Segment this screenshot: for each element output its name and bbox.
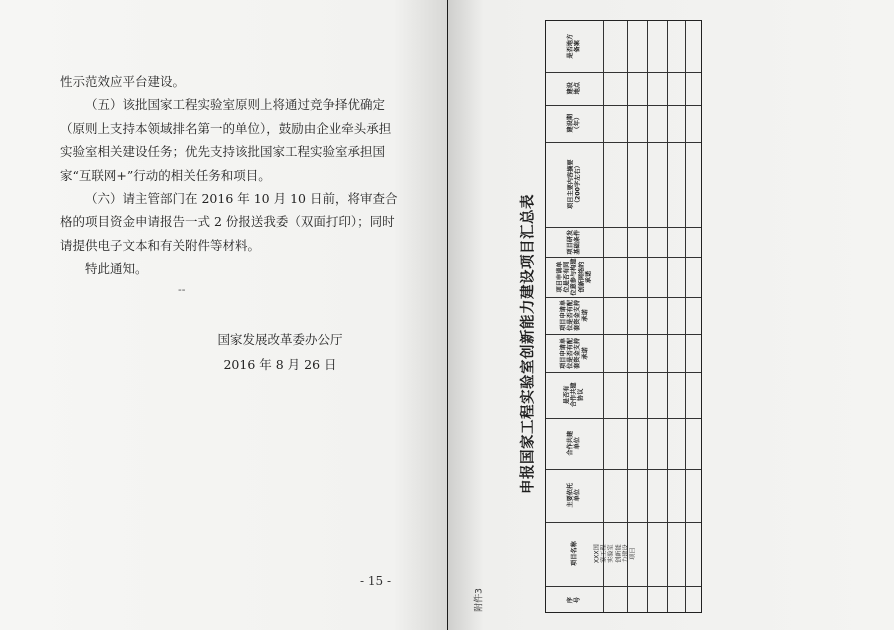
notice-body — [60, 70, 400, 281]
table-header-cell — [546, 105, 603, 142]
table-row-divider — [685, 21, 686, 612]
table-header-cell — [546, 297, 603, 334]
table-header-text: 项目研发 基础条件 — [567, 229, 582, 255]
table-row-divider — [647, 21, 648, 612]
table-header-text: 建设 地点 — [567, 82, 582, 95]
table-header-text: 是否有 合作共建 协议 — [563, 382, 586, 408]
table-header-cell — [546, 418, 603, 469]
table-header-cell — [546, 21, 603, 72]
annex-label: 附件3 — [474, 588, 485, 612]
table-header-text: 序 号 — [567, 596, 582, 604]
paragraph-item-5: （五）该批国家工程实验室原则上将通过竞争择优确定（原则上支持本领域排名第一的单位），鼓励由企业牵头承担实验室相关建设任务；优先支持该批国家工程实验室承担国家“互联网+”行动的相关任务和项目。 — [60, 97, 392, 183]
table-header-text: 建设期 （年） — [567, 114, 582, 133]
summary-table — [545, 20, 702, 613]
table-header-cell — [546, 469, 603, 522]
signature-org: 国家发展改革委办公厅 — [217, 332, 343, 347]
page-number: - 15 - — [360, 574, 392, 588]
table-header-cell — [546, 586, 603, 614]
table-header-text: 主要依托 单位 — [567, 483, 582, 508]
table-header-text: 是否地方 备案 — [567, 34, 582, 59]
table-row-divider — [667, 21, 668, 612]
table-header-text: 项目主要内容摘要 （200字左右） — [567, 159, 582, 210]
paragraph-continuation: 性示范效应平台建设。 — [60, 74, 186, 89]
table-header-text: 项目申请单 位是否有配 套资金支持 承诺 — [560, 337, 589, 369]
table-header-cell — [546, 257, 603, 297]
separator-mark: -- — [178, 283, 186, 296]
paragraph-item-6: （六）请主管部门在 2016 年 10 月 10 日前，将审查合格的项目资金申请报告一式 2 份报送我委（双面打印）；同时请提供电子文本和有关附件等材料。 — [60, 191, 398, 253]
paragraph-closing: 特此通知。 — [85, 261, 148, 277]
table-header-text: 合作共建 单位 — [567, 431, 582, 456]
table-header-text: 项目名称 — [570, 541, 578, 567]
table-header-cell — [546, 142, 603, 227]
signature-block — [180, 327, 380, 377]
table-row-divider — [627, 21, 628, 612]
signature-date: 2016 年 8 月 26 日 — [223, 357, 337, 372]
table-header-cell — [546, 334, 603, 372]
table-cell-project-name — [593, 522, 637, 586]
table-cell-text: XXX国家工程实验室 创新能力建设项目 — [593, 544, 637, 564]
table-header-cell — [546, 372, 603, 418]
table-title: 申报国家工程实验室创新能力建设项目汇总表 — [520, 194, 537, 494]
table-header-text: 项目申请单 位是否有同 位意参与构建 创新网络的 承诺 — [556, 258, 593, 296]
table-header-cell — [546, 227, 603, 257]
table-header-text: 项目申请单 位是否有配 套资金支持 承诺 — [560, 300, 589, 331]
table-header-cell — [546, 72, 603, 105]
